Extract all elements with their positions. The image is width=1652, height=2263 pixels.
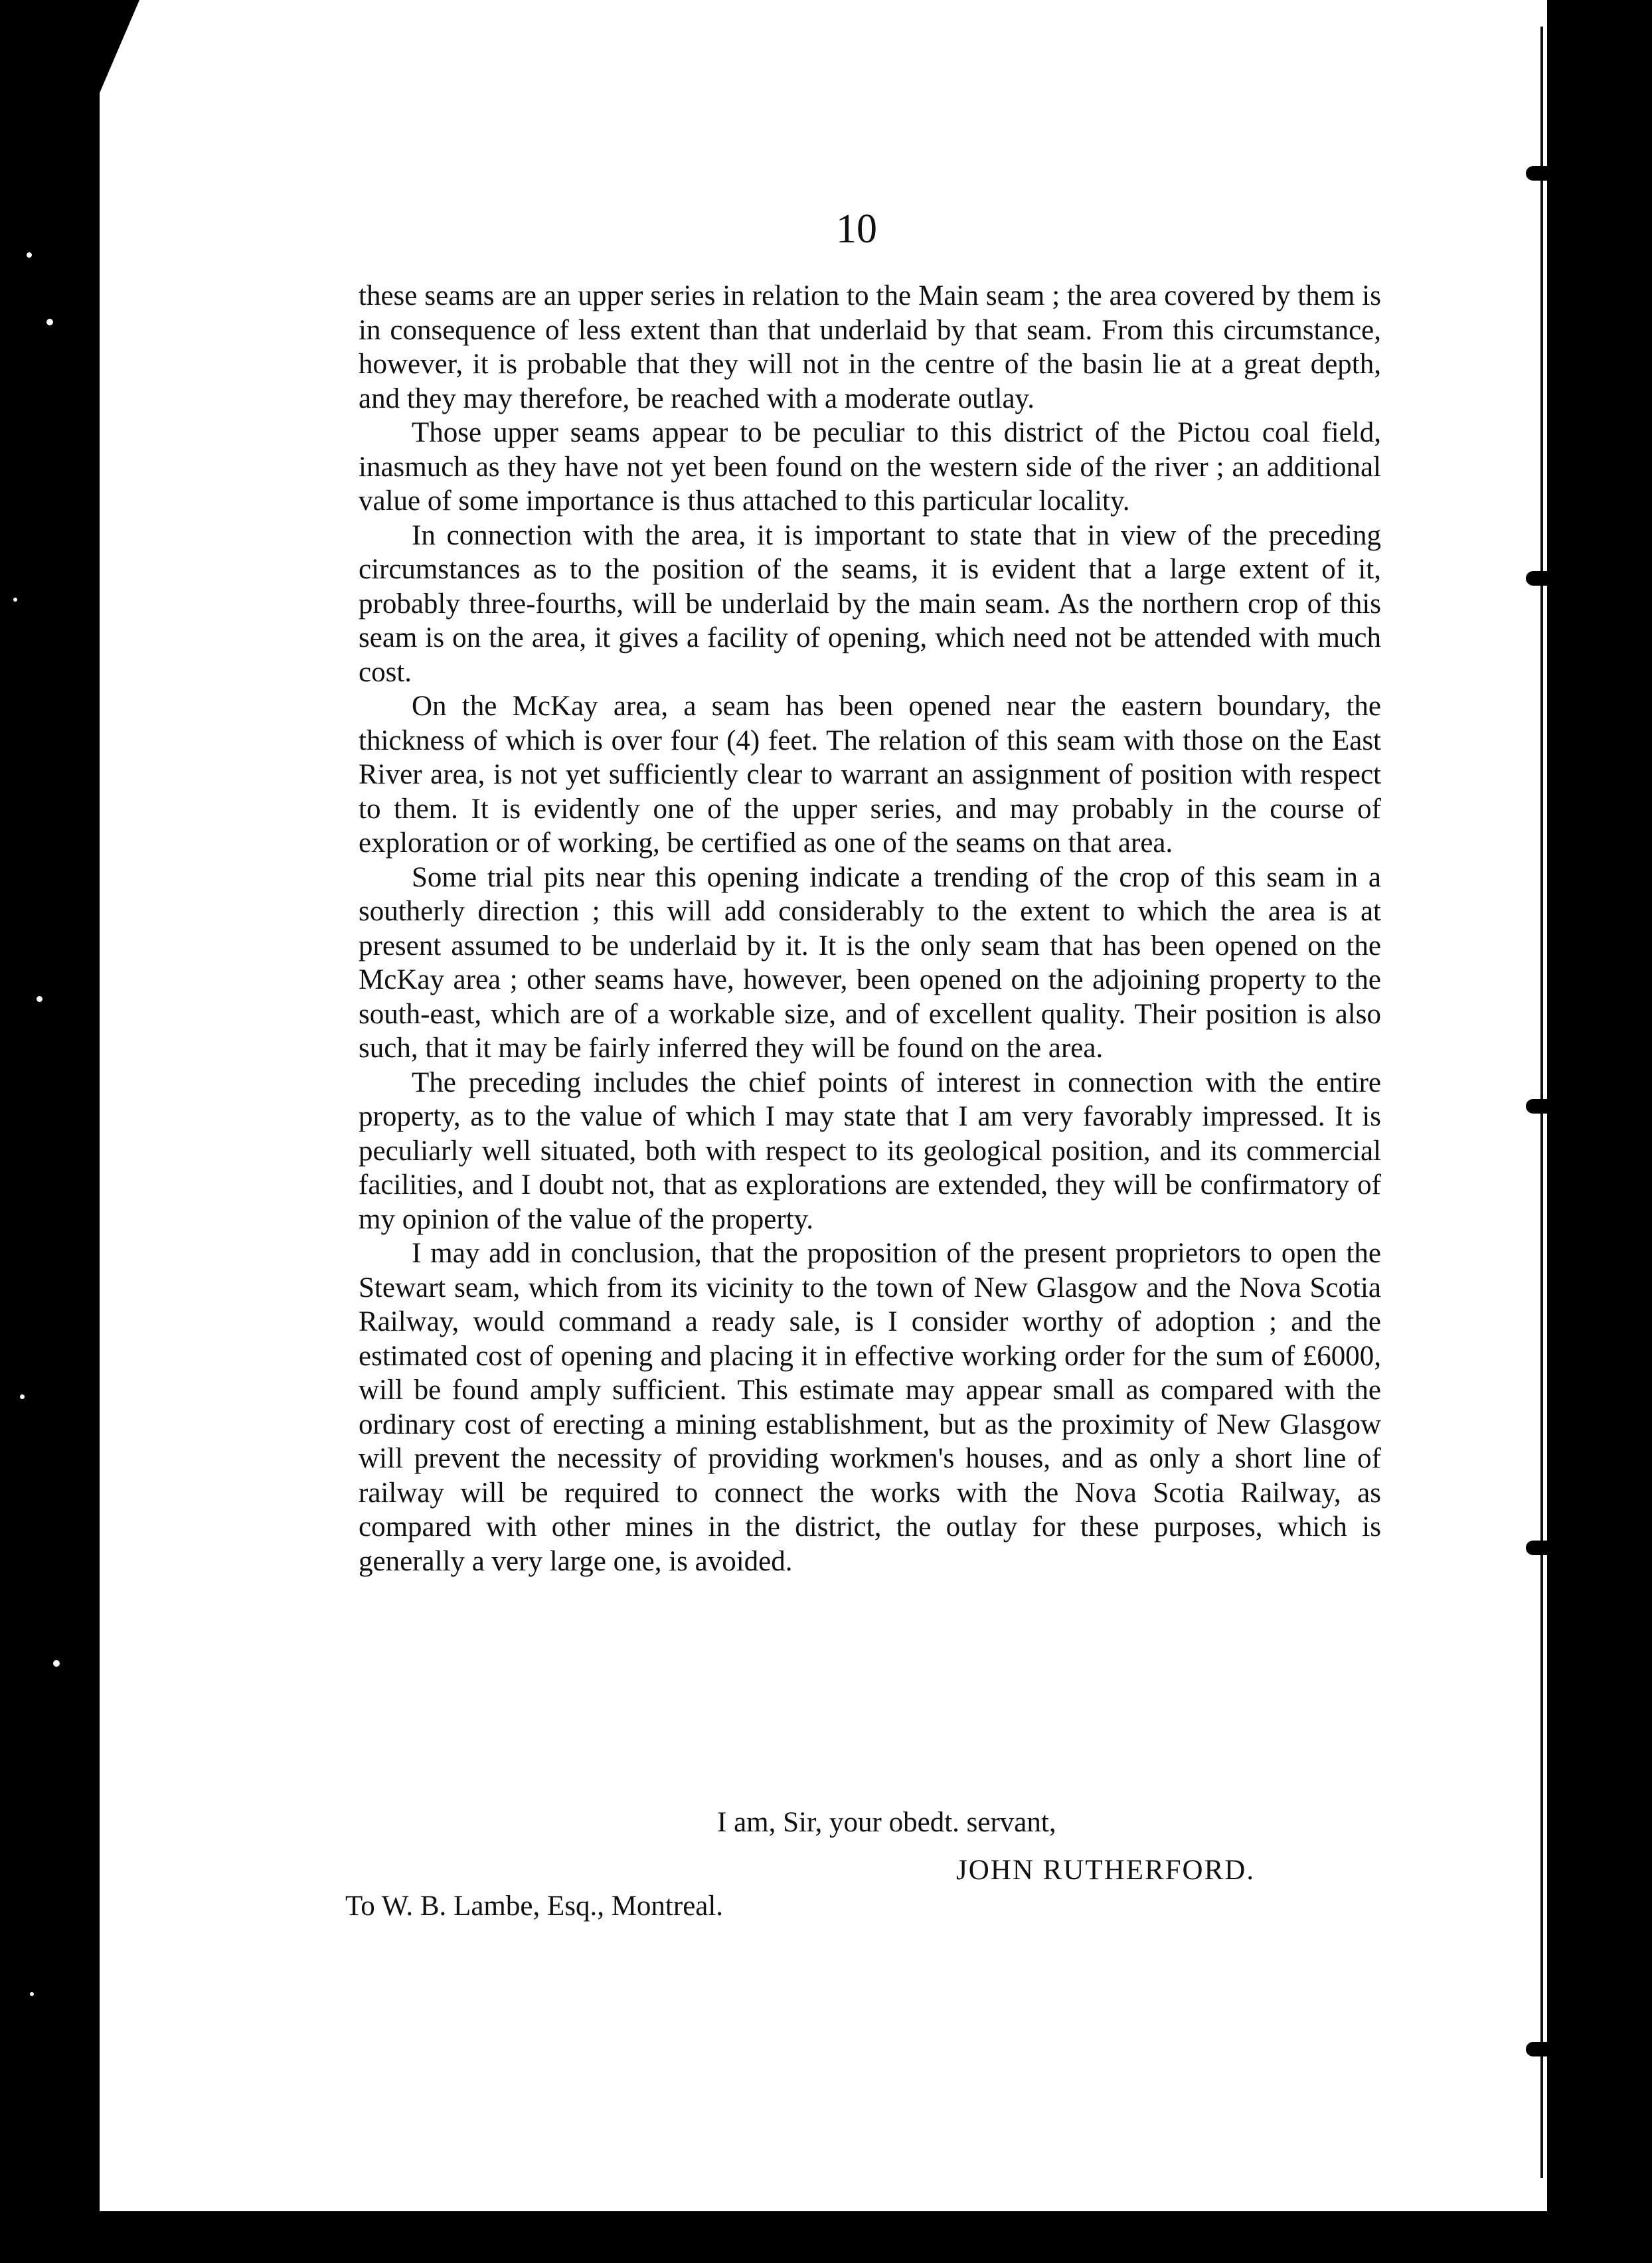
scan-speck: [27, 252, 32, 258]
scan-speck: [53, 1660, 60, 1667]
paragraph: Those upper seams appear to be peculiar to this district of the Pictou coal field, inasmuch as they have not yet been found on the western side of the river ; an additional value of some importance is thus attached to this particular locality.: [359, 417, 1381, 517]
scan-speck: [30, 1992, 34, 1996]
paragraph: In connection with the area, it is important to state that in view of the preceding circumstances as to the position of the seams, it is evident that a large extent of it, probably three-fourths, will be underlaid by the main seam. As the northern crop of this seam is on the area, it gives a facility of opening, which need not be attended with much cost.: [359, 519, 1381, 688]
binding-stitch: [1526, 2042, 1558, 2056]
paragraph: these seams are an upper series in relation to the Main seam ; the area covered by them is in consequence of less extent than that underlaid by that seam. From this circumstance, however, it is probable that they will not in the centre of the basin lie at a great depth, and they may therefore, be reached with a moderate outlay.: [359, 280, 1381, 414]
binding-stitch: [1526, 166, 1558, 181]
paragraph: On the McKay area, a seam has been opened near the eastern boundary, the thickness of which is over four (4) feet. The relation of this seam with those on the East River area, is not yet sufficiently clear to warrant an assignment of position with respect to them. It is evidently one of the upper series, and may probably in the course of exploration or of working, be certified as one of the seams on that area.: [359, 691, 1381, 859]
scan-speck: [46, 319, 53, 325]
scan-speck: [13, 598, 17, 602]
binding-stitch: [1526, 1099, 1558, 1114]
scan-speck: [20, 1394, 25, 1399]
page-number: 10: [836, 207, 877, 252]
binding-stitch: [1526, 571, 1558, 586]
scan-speck: [37, 996, 42, 1002]
addressee: To W. B. Lambe, Esq., Montreal.: [345, 1890, 724, 1922]
paragraph: Some trial pits near this opening indicate a trending of the crop of this seam in a southerly direction ; this will add considerably to the extent to which the area is at present assumed to be underlaid by it. It is the only seam that has been opened on the McKay area ; other seams have, however, been opened on the adjoining property to the south-east, which are of a workable size, and of excellent quality. Their position is also such, that it may be fairly inferred they will be found on the area.: [359, 861, 1381, 1064]
signature: JOHN RUTHERFORD.: [956, 1855, 1256, 1886]
binding-stitch: [1526, 1541, 1558, 1555]
paragraph: The preceding includes the chief points of interest in connection with the entire property, as to the value of which I may state that I am very favorably impressed. It is peculiarly well situated, both with respect to its geological position, and its commercial facilities, and I doubt not, that as explorations are extended, they will be confirmatory of my opinion of the value of the property.: [359, 1066, 1381, 1235]
paragraph: I may add in conclusion, that the proposition of the present proprietors to open the Stewart seam, which from its vicinity to the town of New Glasgow and the Nova Scotia Railway, would command a ready sale, is I consider worthy of adoption ; and the estimated cost of opening and placing it in effective working order for the sum of £6000, will be found amply sufficient. This estimate may appear small as compared with the ordinary cost of erecting a mining establishment, but as the proximity of New Glasgow will prevent the necessity of providing workmen's houses, and as only a short line of railway will be required to connect the works with the Nova Scotia Railway, as compared with other mines in the district, the outlay for these purposes, which is generally a very large one, is avoided.: [359, 1238, 1381, 1577]
closing-salutation: I am, Sir, your obedt. servant,: [717, 1807, 1056, 1838]
letter-body: [359, 279, 1381, 1578]
